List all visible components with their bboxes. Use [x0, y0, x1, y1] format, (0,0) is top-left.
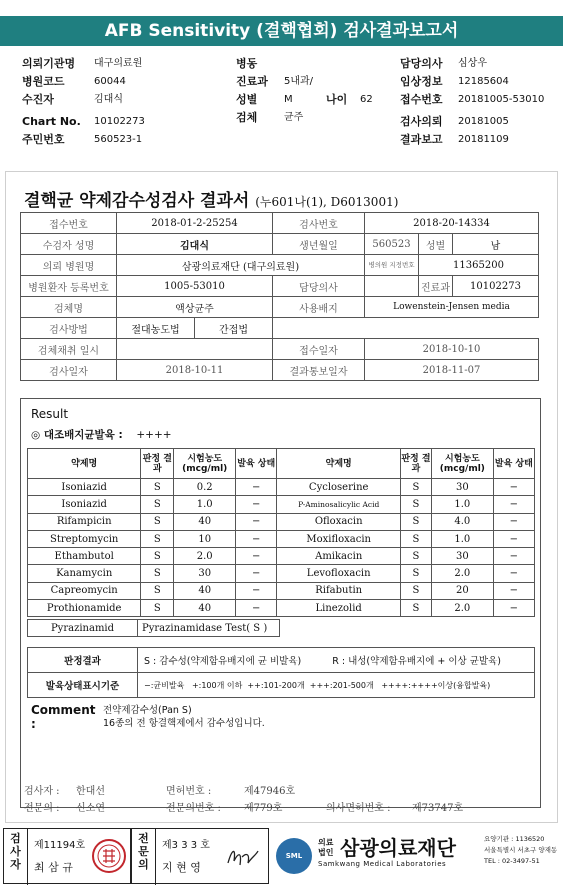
- drug-name: P-Aminosalicylic Acid: [277, 496, 401, 513]
- drug-conc: 0.2: [174, 479, 236, 496]
- reg-no-value: 2018-01-2-25254: [117, 213, 273, 234]
- growth-std-label: 발육상태표시기준: [28, 673, 138, 698]
- drug-conc: 20: [431, 582, 493, 599]
- expert-vertical-text: 전문의: [138, 832, 149, 871]
- license-label: 면허번호 :: [166, 786, 212, 797]
- expert-value: 신소연: [76, 803, 105, 814]
- expert-no-value: 제779호: [244, 803, 283, 814]
- col-drug: 약제명: [277, 449, 401, 479]
- specimen-value: 액상균주: [117, 297, 273, 318]
- drug-judge: S: [401, 513, 432, 530]
- drug-growth: −: [236, 513, 277, 530]
- table-row: [28, 479, 535, 496]
- table-row: [28, 548, 535, 565]
- drug-name: Amikacin: [277, 548, 401, 565]
- drug-conc: 2.0: [431, 600, 493, 617]
- notify-label: 결과통보일자: [273, 360, 365, 381]
- drug-table: [27, 448, 535, 617]
- drug-name: Capreomycin: [28, 582, 141, 599]
- patient-label: 수검자 성명: [21, 234, 117, 255]
- report-title-bar: [0, 16, 563, 46]
- drug-judge: S: [141, 479, 174, 496]
- reg-id-label: 병원환자 등록번호: [21, 276, 117, 297]
- pyrazinamid-table: [27, 619, 280, 637]
- report-title: AFB Sensitivity (결핵협회) 검사결과보고서: [104, 21, 459, 41]
- collect-label: 검체채취 일시: [21, 339, 117, 360]
- info-label: 진료과: [236, 75, 268, 88]
- report-heading: [24, 186, 398, 211]
- drug-conc: 40: [174, 600, 236, 617]
- judge-criteria: [138, 648, 535, 673]
- drug-conc: 2.0: [431, 565, 493, 582]
- dept-value: 10102273: [453, 276, 539, 297]
- info-row: [236, 74, 386, 90]
- hospital-value: 삼광의료재단 (대구의료원): [117, 255, 365, 276]
- info-label: 검사의뢰: [400, 115, 443, 128]
- test-date-value: 2018-10-11: [117, 360, 273, 381]
- drug-name: Ethambutol: [28, 548, 141, 565]
- seal-stamp-icon: [92, 839, 126, 873]
- footer: [0, 828, 563, 894]
- drug-name: Prothionamide: [28, 600, 141, 617]
- drug-growth: −: [493, 479, 534, 496]
- table-row: [28, 513, 535, 530]
- table-row: [28, 600, 535, 617]
- info-label: 병원코드: [22, 75, 65, 88]
- dob-label: 생년월일: [273, 234, 365, 255]
- drug-name: Streptomycin: [28, 530, 141, 547]
- col-judge: 판정 결과: [401, 449, 432, 479]
- reg-id-value: 1005-53010: [117, 276, 273, 297]
- collect-value: [117, 339, 273, 360]
- info-label: 병동: [236, 57, 258, 70]
- expert-no-label: 전문의번호 :: [166, 803, 221, 814]
- method-blank: [273, 318, 539, 339]
- drug-conc: 10: [174, 530, 236, 547]
- test-no-value: 2018-20-14334: [365, 213, 539, 234]
- report-heading-text: 결핵균 약제감수성검사 결과서: [24, 191, 250, 211]
- drug-judge: S: [141, 548, 174, 565]
- info-value: 5내과/: [284, 76, 314, 87]
- info-row: [400, 114, 560, 130]
- drug-judge: S: [141, 565, 174, 582]
- pyrazinamid-name: Pyrazinamid: [28, 620, 138, 637]
- info-value: M: [284, 94, 293, 105]
- method-value-1: 절대농도법: [117, 318, 195, 339]
- table-row: [28, 582, 535, 599]
- table-row: [28, 530, 535, 547]
- expert-signer-name: 지 현 영: [162, 861, 201, 874]
- notify-value: 2018-11-07: [365, 360, 539, 381]
- doctor-label: 담당의사: [273, 276, 365, 297]
- expert-signature-box: [131, 828, 269, 884]
- drug-name: Cycloserine: [277, 479, 401, 496]
- info-row: [22, 92, 222, 108]
- info-row: [236, 56, 386, 72]
- info-label: 의뢰기관명: [22, 57, 76, 70]
- medium-label: 사용배지: [273, 297, 365, 318]
- table-row: [28, 496, 535, 513]
- tester-label: 검사자 :: [24, 786, 60, 797]
- corp-name: 삼광의료재단: [340, 836, 456, 860]
- logo-text: SML: [285, 852, 303, 860]
- col-drug: 약제명: [28, 449, 141, 479]
- col-conc: 시험농도 (mcg/ml): [174, 449, 236, 479]
- drug-growth: −: [493, 600, 534, 617]
- expert-license-no: 제3 3 3 호: [162, 840, 210, 851]
- age-value: 62: [360, 94, 373, 105]
- info-value: 심상우: [458, 58, 487, 69]
- info-value: 60044: [94, 76, 126, 87]
- drug-growth: −: [236, 479, 277, 496]
- drug-name: Kanamycin: [28, 565, 141, 582]
- doctor-no-label: 의사면허번호 :: [326, 803, 391, 814]
- dept-label: 진료과: [419, 276, 453, 297]
- receive-value: 2018-10-10: [365, 339, 539, 360]
- corp-type: [318, 838, 333, 858]
- specimen-label: 검체명: [21, 297, 117, 318]
- hospital-code-value: 11365200: [419, 255, 539, 276]
- drug-judge: S: [401, 548, 432, 565]
- info-value: 10102273: [94, 116, 145, 127]
- info-value: 김대식: [94, 94, 123, 105]
- info-label: 주민번호: [22, 133, 65, 146]
- info-value: 560523-1: [94, 134, 143, 145]
- drug-name: Moxifloxacin: [277, 530, 401, 547]
- drug-growth: −: [236, 600, 277, 617]
- sml-logo-icon: [276, 838, 312, 874]
- judge-r: R : 내성(약제함유배지에 + 이상 균발육): [332, 656, 501, 667]
- drug-conc: 4.0: [431, 513, 493, 530]
- drug-name: Levofloxacin: [277, 565, 401, 582]
- corp-tel: TEL : 02-3497-51: [484, 857, 540, 865]
- drug-conc: 40: [174, 582, 236, 599]
- info-row: [22, 56, 222, 72]
- judgement-table: [27, 647, 535, 698]
- drug-conc: 2.0: [174, 548, 236, 565]
- drug-growth: −: [493, 565, 534, 582]
- drug-judge: S: [401, 496, 432, 513]
- info-value: 12185604: [458, 76, 509, 87]
- info-label: 결과보고: [400, 133, 443, 146]
- col-conc: 시험농도 (mcg/ml): [431, 449, 493, 479]
- info-label: Chart No.: [22, 115, 81, 128]
- drug-growth: −: [236, 565, 277, 582]
- comment-line-1: 전약제감수성(Pan S): [103, 705, 192, 716]
- drug-name: Isoniazid: [28, 479, 141, 496]
- drug-conc: 1.0: [174, 496, 236, 513]
- drug-conc: 1.0: [431, 530, 493, 547]
- drug-judge: S: [141, 496, 174, 513]
- test-no-label: 검사번호: [273, 213, 365, 234]
- expert-vertical-label: [132, 829, 156, 885]
- info-value: 20181005: [458, 116, 509, 127]
- judge-label: 판정결과: [28, 648, 138, 673]
- info-row: [400, 132, 560, 148]
- drug-growth: −: [493, 530, 534, 547]
- control-growth-label: ◎ 대조배지균발육 :: [31, 429, 123, 441]
- drug-growth: −: [493, 548, 534, 565]
- info-row: [236, 92, 386, 108]
- hospital-label: 의뢰 병원명: [21, 255, 117, 276]
- drug-name: Rifabutin: [277, 582, 401, 599]
- drug-judge: S: [401, 600, 432, 617]
- receive-label: 접수일자: [273, 339, 365, 360]
- info-label: 담당의사: [400, 57, 443, 70]
- info-row: [400, 92, 560, 108]
- doctor-no-value: 제73747호: [412, 803, 464, 814]
- license-value: 제47946호: [244, 786, 296, 797]
- drug-name: Linezolid: [277, 600, 401, 617]
- col-growth: 발육 상태: [236, 449, 277, 479]
- reg-no-label: 접수번호: [21, 213, 117, 234]
- sex-label: 성별: [419, 234, 453, 255]
- drug-conc: 30: [431, 548, 493, 565]
- drug-judge: S: [401, 530, 432, 547]
- drug-judge: S: [141, 600, 174, 617]
- drug-judge: S: [401, 582, 432, 599]
- drug-growth: −: [493, 496, 534, 513]
- info-row: [400, 74, 560, 90]
- report-header-table: [20, 212, 539, 381]
- info-row: [22, 74, 222, 90]
- handwritten-signature-icon: [224, 843, 260, 871]
- drug-name: Rifampicin: [28, 513, 141, 530]
- control-growth-value: ++++: [136, 429, 172, 441]
- age-label: 나이: [326, 93, 348, 106]
- col-growth: 발육 상태: [493, 449, 534, 479]
- drug-judge: S: [401, 565, 432, 582]
- dob-value: 560523: [365, 234, 419, 255]
- table-row: [28, 565, 535, 582]
- corp-type-1: 의료: [318, 838, 334, 847]
- info-row: [236, 110, 386, 126]
- drug-growth: −: [236, 582, 277, 599]
- info-label: 접수번호: [400, 93, 443, 106]
- doctor-value: [365, 276, 419, 297]
- drug-conc: 1.0: [431, 496, 493, 513]
- expert-label: 전문의 :: [24, 803, 60, 814]
- drug-name: Isoniazid: [28, 496, 141, 513]
- corp-address: 서울특별시 서초구 양재동: [484, 846, 558, 854]
- org-code: 요양기관 : 1136520: [484, 835, 545, 843]
- drug-growth: −: [236, 530, 277, 547]
- tester-signature-box: [3, 828, 131, 884]
- seal-pattern-icon: [94, 841, 124, 871]
- control-growth: [31, 427, 172, 442]
- tester-signer-name: 최 삼 규: [34, 861, 73, 874]
- info-value: 대구의료원: [94, 58, 143, 69]
- info-label: 임상정보: [400, 75, 443, 88]
- tester-vertical-text: 검사자: [10, 832, 21, 871]
- drug-growth: −: [236, 548, 277, 565]
- result-title: Result: [31, 407, 69, 421]
- info-label: 성별: [236, 93, 258, 106]
- drug-judge: S: [141, 582, 174, 599]
- patient-info-section: [0, 54, 563, 154]
- comment-label: Comment :: [31, 703, 96, 731]
- pyrazinamid-result: Pyrazinamidase Test( S ): [138, 620, 280, 637]
- info-row: [400, 56, 560, 72]
- drug-judge: S: [401, 479, 432, 496]
- sex-value: 남: [453, 234, 539, 255]
- method-value-2: 간접법: [195, 318, 273, 339]
- hospital-code-label: 병의원 지정번호: [365, 255, 419, 276]
- tester-value: 한대선: [76, 786, 105, 797]
- drug-growth: −: [493, 513, 534, 530]
- corp-type-2: 법인: [318, 848, 334, 857]
- report-heading-code: (누601나(1), D6013001): [255, 195, 399, 209]
- info-value: 균주: [284, 112, 304, 123]
- method-label: 검사방법: [21, 318, 117, 339]
- tester-vertical-label: [4, 829, 28, 885]
- drug-growth: −: [236, 496, 277, 513]
- judge-s: S : 감수성(약제함유배지에 균 비발육): [144, 656, 302, 667]
- info-value: 20181005-53010: [458, 94, 545, 105]
- col-judge: 판정 결과: [141, 449, 174, 479]
- test-date-label: 검사일자: [21, 360, 117, 381]
- info-value: 20181109: [458, 134, 509, 145]
- drug-growth: −: [493, 582, 534, 599]
- result-section: [20, 398, 541, 808]
- drug-name: Ofloxacin: [277, 513, 401, 530]
- drug-judge: S: [141, 530, 174, 547]
- patient-value: 김대식: [117, 234, 273, 255]
- tester-license-no: 제11194호: [34, 840, 86, 851]
- drug-conc: 40: [174, 513, 236, 530]
- growth-std-value: −:균비발육 +:100개 이하 ++:101-200개 +++:201-500개 ++++:++++이상(융합발육): [138, 673, 535, 698]
- corp-english-name: Samkwang Medical Laboratories: [318, 860, 447, 868]
- drug-judge: S: [141, 513, 174, 530]
- medium-value: Lowenstein-Jensen media: [365, 297, 539, 318]
- report-document: [5, 171, 558, 823]
- info-row: [22, 132, 222, 148]
- drug-conc: 30: [174, 565, 236, 582]
- drug-conc: 30: [431, 479, 493, 496]
- comment-line-2: 16종의 전 항결핵제에서 감수성입니다.: [103, 718, 265, 729]
- info-row: [22, 114, 222, 130]
- corp-contact: [484, 834, 557, 867]
- info-label: 검체: [236, 111, 258, 124]
- info-label: 수진자: [22, 93, 54, 106]
